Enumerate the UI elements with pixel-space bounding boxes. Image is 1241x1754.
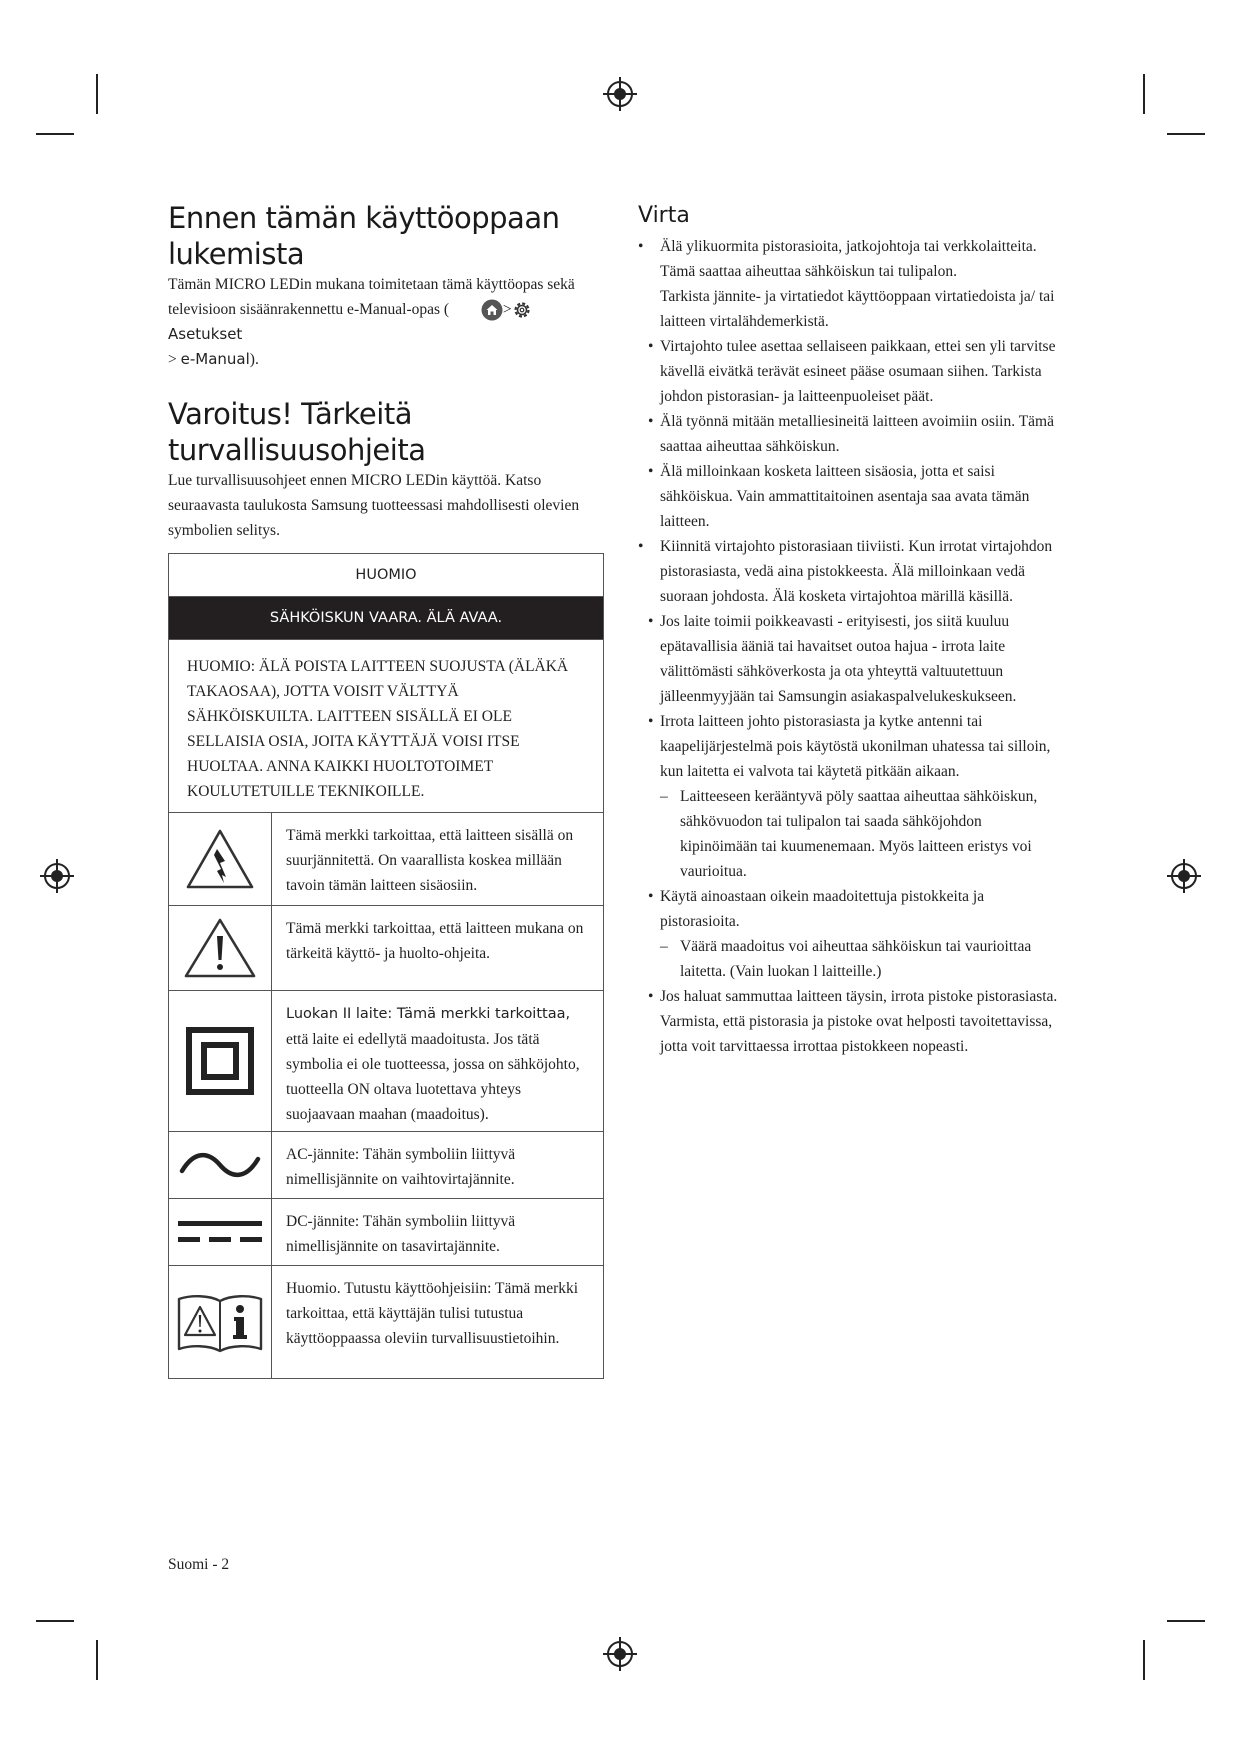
crop-mark-top-right-v — [1143, 74, 1145, 114]
double-square-icon — [185, 1026, 255, 1096]
symbol-cell — [169, 813, 272, 905]
crop-mark-top-left-h — [36, 133, 74, 135]
list-item: • Älä milloinkaan kosketa laitteen sisäosia, jotta et saisi sähköiskua. Vain ammattitaitoinen asentaja saa avata tämän laitteen. — [638, 459, 1058, 534]
crop-mark-bottom-left-v — [96, 1640, 98, 1680]
crop-mark-bottom-right-h — [1167, 1620, 1205, 1622]
bullet-marker: • — [648, 338, 654, 355]
dash-marker: – — [660, 938, 668, 955]
symbol-description: Luokan II laite: Tämä merkki tarkoittaa, että laite ei edellytä maadoitusta. Jos tätä symbolia ei ole tuotteessa, jossa on sähköjohto, tuotteella ON oltava luotettava yhteys suojaavaan maahan (maadoitus). — [286, 1006, 580, 1123]
left-column — [168, 200, 604, 543]
list-item: • Irrota laitteen johto pistorasiasta ja kytke antenni tai kaapelijärjestelmä pois käytöstä ukonilman uhatessa tai silloin, kun laitetta ei valvota tai käytetä pitkään aikaan. – Laitteeseen kerääntyvä pöly saattaa aiheuttaa sähköiskun, sähkövuodon tai tulipalon tai saada sähköjohdon kipinöimään tai kuumenemaan. Myös laitteen eristys voi vaurioitua. — [638, 709, 1058, 884]
exclamation-triangle-icon — [182, 916, 258, 980]
shock-danger-header: SÄHKÖISKUN VAARA. ÄLÄ AVAA. — [169, 597, 603, 640]
manual-info-icon — [175, 1291, 265, 1353]
section-title-power: Virta — [638, 203, 690, 228]
symbol-row — [169, 1199, 603, 1266]
bullet-marker: • — [638, 538, 644, 555]
bullet-marker: • — [648, 613, 654, 630]
sub-note: – Väärä maadoitus voi aiheuttaa sähköiskun tai vaurioittaa laitetta. (Vain luokan l laitteille.) — [660, 934, 1058, 984]
power-safety-list — [638, 234, 1058, 1059]
dc-lines-icon — [176, 1215, 264, 1249]
symbol-description: Tämä merkki tarkoittaa, että laitteen mukana on tärkeitä käyttö- ja huolto-ohjeita. — [286, 920, 584, 962]
caution-warning-text: HUOMIO: ÄLÄ POISTA LAITTEEN SUOJUSTA (ÄLÄKÄ TAKAOSAA), JOTTA VOISIT VÄLTTYÄ SÄHKÖISKUILTA. LAITTEEN SISÄLLÄ EI OLE SELLAISIA OSIA, JOITA KÄYTTÄJÄ VOISI ITSE HUOLTAA. ANNA KAIKKI HUOLTOTOIMET KOULUTETUILLE TEKNIKOILLE. — [169, 640, 603, 813]
gear-icon — [512, 300, 532, 320]
bullet-marker: • — [648, 988, 654, 1005]
page-number: Suomi - 2 — [168, 1556, 230, 1573]
symbol-cell — [169, 906, 272, 990]
symbol-description: DC-jännite: Tähän symboliin liittyvä nimellisjännite on tasavirtajännite. — [286, 1213, 516, 1255]
list-item: • Virtajohto tulee asettaa sellaiseen paikkaan, ettei sen yli tarvitse kävellä eivätkä terävät esineet pääse osumaan siihen. Tarkista johdon pistorasian- ja laitteenpuoleiset päät. — [638, 334, 1058, 409]
crop-mark-bottom-left-h — [36, 1620, 74, 1622]
list-item: • Käytä ainoastaan oikein maadoitettuja pistokkeita ja pistorasioita. – Väärä maadoitus voi aiheuttaa sähköiskun tai vaurioittaa laitetta. (Vain luokan l laitteille.) — [638, 884, 1058, 984]
list-item: • Älä ylikuormita pistorasioita, jatkojohtoja tai verkkolaitteita. Tämä saattaa aiheuttaa sähköiskun tai tulipalon. Tarkista jännite- ja virtatiedot käyttöoppaan virtatiedoista ja/ tai laitteen virtalähdemerkistä. — [638, 234, 1058, 334]
crop-mark-bottom-right-v — [1143, 1640, 1145, 1680]
symbol-row — [169, 906, 603, 991]
bullet-marker: • — [638, 238, 644, 255]
safety-symbols-table — [168, 553, 604, 1379]
section-title-safety-warning: Varoitus! Tärkeitä turvallisuusohjeita — [168, 397, 426, 467]
bullet-marker: • — [648, 713, 654, 730]
list-item: • Älä työnnä mitään metalliesineitä laitteen avoimiin osiin. Tämä saattaa aiheuttaa sähköiskun. — [638, 409, 1058, 459]
bullet-marker: • — [648, 413, 654, 430]
bullet-marker: • — [648, 463, 654, 480]
symbol-cell — [169, 1266, 272, 1378]
caution-header: HUOMIO — [169, 554, 603, 597]
lightning-triangle-icon — [184, 827, 256, 891]
symbol-cell — [169, 1199, 272, 1265]
crop-mark-top-left-v — [96, 74, 98, 114]
symbol-row — [169, 1266, 603, 1378]
list-item: • Kiinnitä virtajohto pistorasiaan tiiviisti. Kun irrotat virtajohdon pistorasiasta, vedä aina pistokkeesta. Älä milloinkaan vedä suoraan johdosta. Älä kosketa virtajohtoa märillä käsillä. — [638, 534, 1058, 609]
registration-mark-icon — [603, 77, 637, 111]
sub-note: – Laitteeseen kerääntyvä pöly saattaa aiheuttaa sähköiskun, sähkövuodon tai tulipalon tai saada sähköjohdon kipinöimään tai kuumenemaan. Myös laitteen eristys voi vaurioitua. — [660, 784, 1058, 884]
symbol-row — [169, 991, 603, 1132]
crop-mark-top-right-h — [1167, 133, 1205, 135]
symbol-description: Huomio. Tutustu käyttöohjeisiin: Tämä merkki tarkoittaa, että käyttäjän tulisi tutustua käyttöoppaassa oleviin turvallisuustietoihin. — [286, 1280, 579, 1347]
symbol-row — [169, 1132, 603, 1199]
registration-mark-icon — [603, 1637, 637, 1671]
list-item: • Jos laite toimii poikkeavasti - erityisesti, jos siitä kuuluu epätavallisia ääniä tai havaitset outoa hajua - irrota laite välittömästi sähköverkosta ja ota yhteyttä valtuutettuun jälleenmyyjään tai Samsungin asiakaspalvelukeskukseen. — [638, 609, 1058, 709]
ac-wave-icon — [178, 1147, 262, 1183]
symbol-description: AC-jännite: Tähän symboliin liittyvä nimellisjännite on vaihtovirtajännite. — [286, 1146, 516, 1188]
registration-mark-icon — [1167, 859, 1201, 893]
dash-marker: – — [660, 788, 668, 805]
intro-paragraph: Tämän MICRO LEDin mukana toimitetaan tämä käyttöopas sekä televisioon sisäänrakennettu e-Manual-opas ( >Asetukset > e-Manual). — [168, 276, 575, 368]
symbol-cell — [169, 991, 272, 1131]
safety-intro-paragraph: Lue turvallisuusohjeet ennen MICRO LEDin käyttöä. Katso seuraavasta taulukosta Samsung tuotteessasi mahdollisesti olevien symbolien selitys. — [168, 472, 580, 539]
list-item: • Jos haluat sammuttaa laitteen täysin, irrota pistoke pistorasiasta. Varmista, että pistorasia ja pistoke ovat helposti tavoitettavissa, jotta voit tarvittaessa irrottaa pistokkeen nopeasti. — [638, 984, 1058, 1059]
registration-mark-icon — [40, 859, 74, 893]
symbol-description: Tämä merkki tarkoittaa, että laitteen sisällä on suurjännitettä. On vaarallista koskea millään tavoin tämän laitteen sisäosiin. — [286, 827, 574, 894]
section-title-before-reading: Ennen tämän käyttöoppaan lukemista — [168, 201, 560, 271]
bullet-marker: • — [648, 888, 654, 905]
symbol-row — [169, 813, 603, 906]
symbol-cell — [169, 1132, 272, 1198]
right-column — [638, 203, 1058, 1059]
home-icon — [481, 299, 503, 321]
